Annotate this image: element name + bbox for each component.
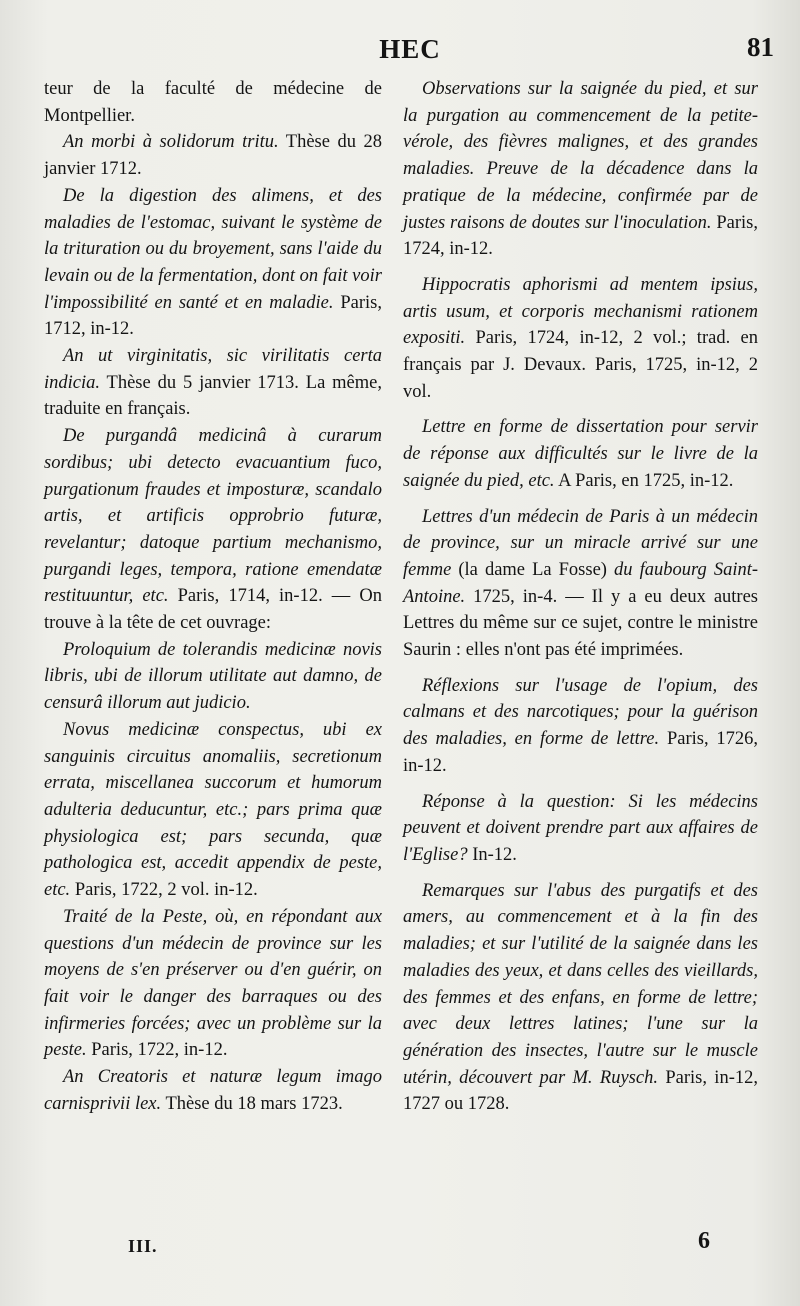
entry-details: (la dame La Fosse) (451, 559, 615, 580)
entry-details: Thèse du 5 janvier 1713. La même, traduite en français. (44, 372, 382, 420)
left-column (44, 76, 382, 1117)
entry-title: Proloquium de tolerandis medicinæ novis libris, ubi de illorum utilitate aut damno, de censurâ illorum aut judicio. (44, 639, 382, 714)
entry-details: In-12. (467, 844, 517, 865)
entry-details: A Paris, en 1725, in-12. (554, 470, 734, 491)
entry-title: An Creatoris et naturæ legum imago carnisprivii lex. (44, 1067, 382, 1114)
entry-title: Réflexions sur l'usage de l'opium, des calmans et des narcotiques; pour la guérison des maladies, en forme de lettre. (403, 675, 758, 750)
entry-title: De purgandâ medicinâ à curarum sordibus; ubi detecto evacuantium fuco, purgationum fraudes et imposturæ, scandalo artis, et artificis opprobrio futuræ, revelantur; datoque partium mechanismo, purgandi leges, tempora, ratione emendatæ restituuntur, etc. (44, 426, 382, 607)
signature-mark: III. (128, 1236, 158, 1256)
bibliography-entry (403, 878, 758, 1118)
page-header (40, 30, 780, 70)
entry-details: Paris, 1722, in-12. (86, 1040, 228, 1061)
bibliography-entry (403, 272, 758, 406)
entry-title: Observations sur la saignée du pied, et sur la purgation au commencement de la petite-vérole, des fièvres malignes, et des grandes maladies. Preuve de la décadence dans la pratique de la médecine, confirmée par de justes raisons de doutes sur l'inoculation. (403, 79, 758, 233)
bibliography-entry (44, 76, 382, 129)
bibliography-entry (44, 129, 382, 182)
bibliography-entry (403, 414, 758, 494)
bibliography-entry (44, 717, 382, 904)
entry-title: Traité de la Peste, où, en répondant aux questions d'un médecin de province sur les moyens de s'en préserver ou d'en guérir, on fait voir le danger des barraques ou des infirmeries forcées; avec un problème sur la peste. (44, 906, 382, 1061)
entry-title: Réponse à la question: Si les médecins peuvent et doivent prendre part aux affaires de l'Eglise? (403, 791, 758, 865)
entry-details: Paris, 1712, in-12. (44, 292, 382, 340)
bibliography-entry (44, 637, 382, 717)
entry-details: Thèse du 18 mars 1723. (161, 1093, 343, 1114)
entry-title: An morbi à solidorum tritu. (63, 132, 279, 153)
gathering-mark: 6 (698, 1228, 710, 1254)
page-number: 81 (747, 32, 774, 62)
bibliography-entry (403, 673, 758, 780)
right-column (403, 76, 758, 1118)
entry-title: Hippocratis aphorismi ad mentem ipsius, artis usum, et corporis mechanismi rationem expositi. (403, 274, 758, 349)
bibliography-entry (403, 789, 758, 869)
running-head: HEC (379, 34, 441, 64)
entry-details: Paris, 1726, in-12. (403, 729, 759, 776)
bibliography-entry (44, 1064, 382, 1117)
bibliography-entry (403, 504, 758, 664)
entry-details: Paris, 1722, 2 vol. in-12. (70, 880, 258, 901)
bibliography-entry (44, 423, 382, 637)
entry-title: De la digestion des alimens, et des maladies de l'estomac, suivant le système de la trituration ou du broyement, sans l'aide du levain ou de la fermentation, dont on fait voir l'impossibilité en santé et en maladie. (44, 185, 382, 313)
entry-title-continued: du faubourg Saint-Antoine. (403, 559, 759, 607)
bibliography-entry (44, 904, 382, 1064)
bibliography-entry (44, 343, 382, 423)
entry-details: Paris, in-12, 1727 ou 1728. (403, 1067, 758, 1115)
bibliography-entry (44, 183, 382, 343)
entry-details: teur de la faculté de médecine de Montpellier. (44, 79, 382, 126)
bibliography-entry (403, 76, 758, 263)
entry-details: Paris, 1724, in-12, 2 vol.; trad. en français par J. Devaux. Paris, 1725, in-12, 2 vol. (403, 328, 758, 402)
entry-details-continued: 1725, in-4. — Il y a eu deux autres Lettres du même sur ce sujet, contre le ministre Saurin : elles n'ont pas été imprimées. (403, 586, 758, 661)
entry-details: Thèse du 28 janvier 1712. (44, 132, 382, 180)
entry-title: An ut virginitatis, sic virilitatis certa indicia. (44, 346, 382, 393)
entry-title: Lettres d'un médecin de Paris à un médecin de province, sur un miracle arrivé sur une femme (403, 506, 758, 580)
entry-title: Remarques sur l'abus des purgatifs et des amers, au commencement et à la fin des maladies; et sur l'utilité de la saignée dans les maladies des yeux, et dans celles des vieillards, des femmes et des enfans, en forme de lettre; avec deux lettres latines; l'une sur la génération des insectes, l'autre sur le muscle utérin, découvert par M. Ruysch. (403, 880, 758, 1088)
entry-title: Lettre en forme de dissertation pour servir de réponse aux difficultés sur le livre de la saignée du pied, etc. (403, 417, 758, 491)
entry-details: Paris, 1714, in-12. — On trouve à la tête de cet ouvrage: (44, 586, 382, 634)
entry-title: Novus medicinæ conspectus, ubi ex sanguinis circuitus anomaliis, secretionum errata, miscellanea succorum et humorum adulteria deducuntur, etc.; pars prima quæ physiologica est; pars secunda, quæ pathologica est, accedit appendix de peste, etc. (44, 719, 382, 901)
page-footer (40, 1228, 780, 1268)
entry-details: Paris, 1724, in-12. (403, 212, 758, 260)
